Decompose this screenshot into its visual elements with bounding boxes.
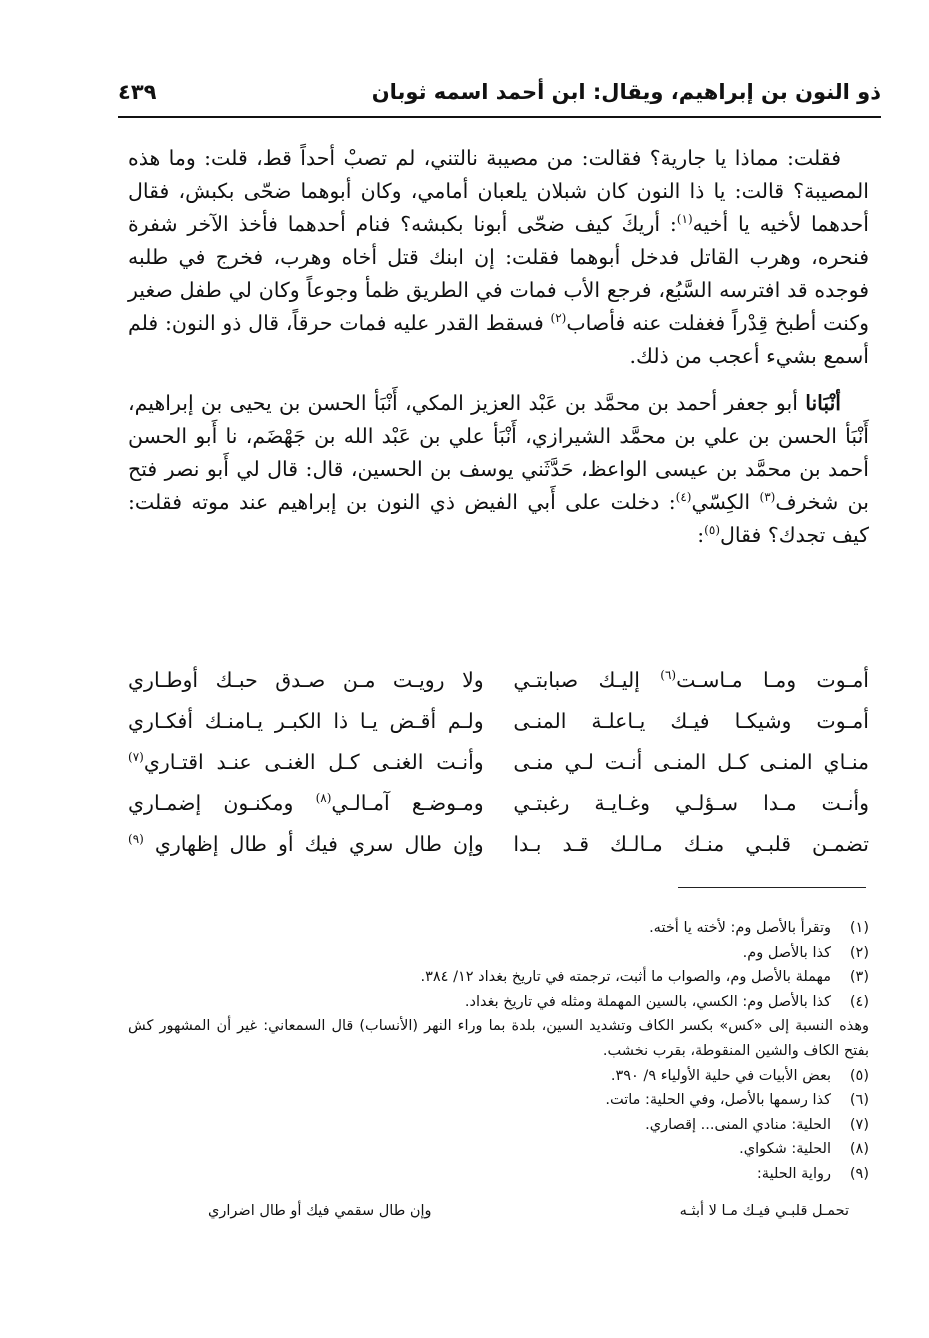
page-header	[118, 78, 881, 112]
text-run: ولـم أقـض يـا ذا الكبـر يـامنـك أفكـاري	[128, 708, 484, 733]
footnote-number: (١)	[849, 920, 869, 936]
footnote-verse-first-hemistich: تحمـل قلبـي فيـك مـا لا أبثـه	[679, 1202, 849, 1219]
footnote-number: (٩)	[849, 1165, 869, 1182]
footnote	[128, 1064, 869, 1089]
paragraph	[128, 387, 869, 552]
footnote	[128, 990, 869, 1015]
footnote-number: (٧)	[849, 1116, 869, 1133]
paragraph	[128, 142, 869, 373]
footnote-ref: (٩)	[128, 831, 144, 846]
text-run: : دخلت على أَبي الفيض ذي النون بن إبراهيم عند موته فقلت: كيف تجدك؟ فقال	[128, 490, 869, 547]
footnote-ref: (٨)	[315, 790, 332, 805]
footnote-ref: (٢)	[550, 311, 567, 326]
text-run: وأنـت الغنـى كـل الغنـى عنـد اقتـاري	[143, 749, 484, 774]
text-run: ومـوضـع آمـالـي	[331, 790, 484, 815]
text-run: تضمـن قلبـي منـك مـالـك قـد بـدا	[513, 831, 869, 856]
footnote-ref: (٧)	[128, 749, 144, 764]
footnote-text: مهملة بالأصل وم، والصواب ما أثبت، ترجمته في تاريخ بغداد ١٢/ ٣٨٤.	[420, 969, 831, 986]
text-run: : أريكَ كيف ضحّى أبونا بكبشه؟ فنام أحدهما فأخذ الآخر شفرة فنحره، وهرب القاتل فدخل أبوهما فقلت: إن ابنك قتل أخاه وهرب، فخرج في طلبه فوجده قد افترسه السَّبُع، فرجع الأب فمات في الطريق ظمأ وجوعاً وكان لي طفل صغير وكنت أطبخ قِدْراً فغفلت عنه فأصاب	[128, 212, 869, 335]
text-run: أمـوت وشيكـا فيـك يـاعلـة المنـى	[513, 708, 869, 733]
main-text	[128, 142, 869, 552]
footnote-text: الحلية: شكواي.	[739, 1141, 831, 1158]
footnote-ref: (٤)	[675, 490, 692, 505]
footnote	[128, 941, 869, 966]
footnote-continuation	[128, 1014, 869, 1063]
verse-second-hemistich	[128, 791, 484, 815]
verse-first-hemistich	[513, 791, 869, 815]
footnote-verse-second-hemistich: وإن طال سقمي فيك أو طال اضراري	[208, 1202, 432, 1219]
footnote-ref: (٥)	[704, 523, 720, 538]
text-run: الكِسّي	[691, 490, 760, 514]
footnote	[128, 965, 869, 990]
text-run: وإن طال سري فيك أو طال إظهاري	[143, 831, 484, 856]
text-run: منـاي المنـى كـل المنـى أنـت لـي منـى	[513, 749, 869, 774]
footnote-verse	[128, 1199, 869, 1224]
text-run: فقلت: مماذا يا جارية؟ فقالت: من مصيبة نالتني، لم تصبْ أحداً قط، قلت: وما هذه المصيبة؟ قالت: يا ذا النون كان شبلان يلعبان أمامي، وكان أبوهما ضحّى بكبش، فقال أحدهما لأخيه يا أخيه	[128, 146, 870, 236]
text-run: ومكنـون إضمـاري	[128, 790, 316, 815]
verse-first-hemistich	[513, 750, 869, 774]
footnote-ref: (١)	[676, 212, 693, 227]
header-rule	[118, 116, 881, 118]
poem	[128, 659, 869, 864]
footnote-number: (٨)	[849, 1141, 869, 1158]
footnote-text: وتقرأ بالأصل وم: لأخته يا أخته.	[649, 920, 831, 936]
footnote	[128, 1162, 869, 1187]
chain-lead-word: أنْبَانا	[805, 391, 841, 415]
verse	[128, 659, 869, 700]
text-run: أبو جعفر أحمد بن محمَّد بن عَبْد العزيز المكي، أَنْبَأ الحسن بن يحيى بن إبراهيم، أَنْبَأ الحسن بن علي بن محمَّد الشيرازي، أَنْبَأ علي بن عَبْد الله بن جَهْضَم، نا أَبو الحسن أحمد بن محمَّد بن عيسى الواعظ، حَدَّثَني يوسف بن الحسين، قال: قال لي أَبو نصر فتح بن شخرف	[128, 391, 869, 514]
text-run: إليـك صبابتـي	[513, 667, 661, 692]
footnote	[128, 1113, 869, 1138]
footnote-text: وهذه النسبة إلى «كس» بكسر الكاف وتشديد السين، بلدة بما وراء النهر (الأنساب) قال السمعاني: غير أن المشهور كش بفتح الكاف والشين المنقوطة، بقرب نخشب.	[128, 1018, 869, 1059]
footnote-text: كذا رسمها بالأصل، وفي الحلية: ماتت.	[605, 1092, 831, 1109]
verse-first-hemistich	[513, 832, 869, 856]
verse	[128, 823, 869, 864]
footnote-number: (٣)	[849, 969, 869, 986]
text-run: فسقط القدر عليه فمات حرقاً، قال ذو النون: فلم أسمع بشيء أعجب من ذلك.	[128, 311, 869, 368]
text-run: أمـوت ومـا مـاسـت	[676, 667, 869, 692]
verse-second-hemistich	[128, 750, 484, 774]
footnote-ref: (٦)	[660, 667, 677, 682]
footnote-separator	[678, 887, 866, 888]
footnote-number: (٢)	[849, 944, 869, 961]
footnote	[128, 1137, 869, 1162]
footnotes	[128, 916, 869, 1223]
text-run: :	[697, 523, 705, 547]
footnote	[128, 916, 869, 941]
footnote-text: رواية الحلية:	[756, 1165, 831, 1182]
footnote-text: الحلية: منادي المنى... إقصاري.	[645, 1116, 831, 1133]
verse	[128, 782, 869, 823]
verse-first-hemistich	[513, 709, 869, 733]
footnote	[128, 1088, 869, 1113]
footnote-text: كذا بالأصل وم.	[742, 944, 831, 961]
footnote-number: (٦)	[849, 1092, 869, 1109]
verse-second-hemistich	[128, 832, 484, 856]
verse	[128, 741, 869, 782]
text-run: وأنـت مـدا سـؤلـي وغـايـة رغبتـي	[513, 790, 869, 815]
verse-first-hemistich	[513, 668, 869, 692]
verse-second-hemistich	[128, 668, 484, 692]
footnote-number: (٥)	[849, 1067, 869, 1084]
verse-second-hemistich	[128, 709, 484, 733]
text-run: ولا رويـت مـن صـدق حبـك أوطـاري	[128, 667, 484, 692]
footnote-text: كذا بالأصل وم: الكسي، بالسين المهملة ومثله في تاريخ بغداد.	[464, 993, 831, 1010]
verse	[128, 700, 869, 741]
page-number: ٤٣٩	[118, 80, 157, 104]
running-title: ذو النون بن إبراهيم، ويقال: ابن أحمد اسمه ثوبان	[371, 80, 881, 104]
footnote-text: بعض الأبيات في حلية الأولياء ٩/ ٣٩٠.	[610, 1067, 831, 1084]
footnote-ref: (٣)	[759, 490, 776, 505]
footnote-number: (٤)	[849, 993, 869, 1010]
